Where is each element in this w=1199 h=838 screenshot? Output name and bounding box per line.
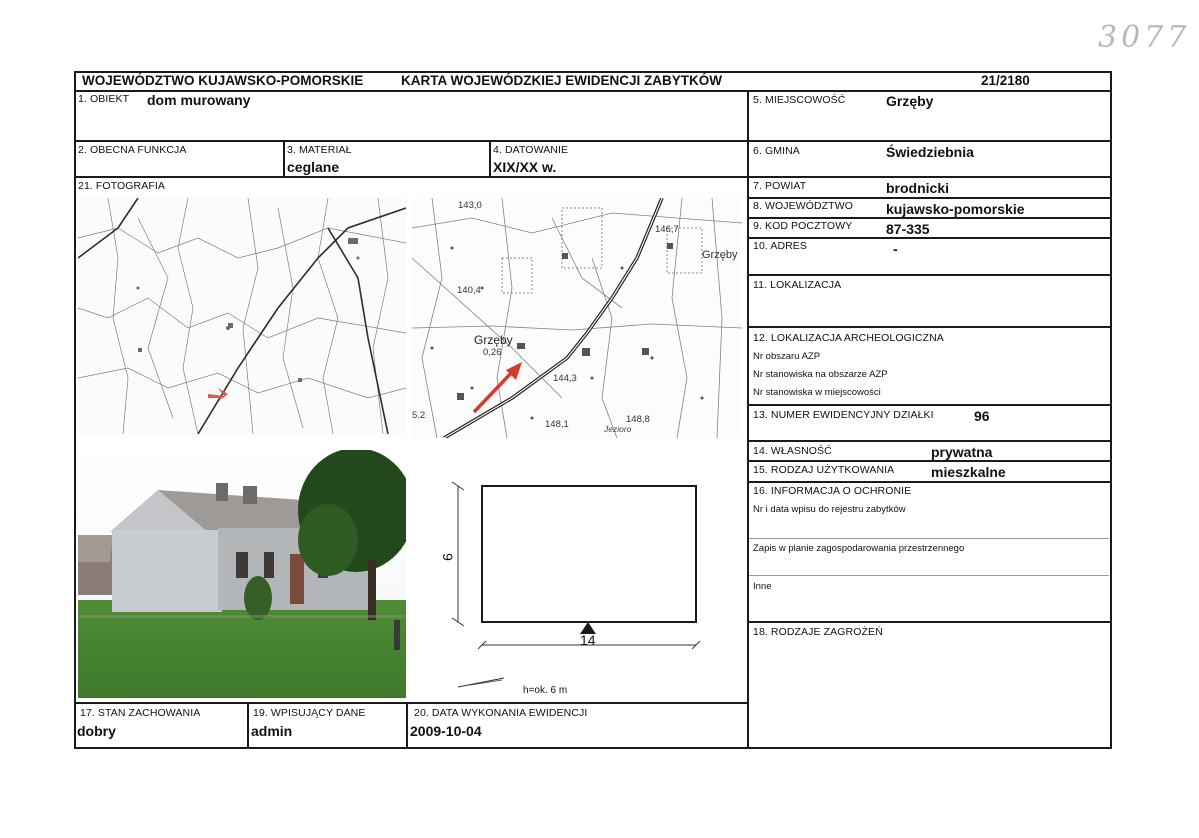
map-height-6: 148,8 [626, 414, 650, 425]
material-value: ceglane [287, 159, 340, 175]
uzytkowanie-value: mieszkalne [931, 464, 1006, 480]
stan-label: 17. STAN ZACHOWANIA [80, 707, 201, 719]
map-place-right-label: Grzęby [702, 249, 738, 261]
ochrona-label: 16. INFORMACJA O OCHRONIE [753, 485, 912, 497]
plan-height-note: h=ok. 6 m [523, 685, 568, 696]
map-height-2: 146,7 [655, 224, 679, 235]
plan-dim-side: 9 [439, 553, 456, 561]
wojewodztwo-label: 8. WOJEWÓDZTWO [753, 200, 853, 212]
archeo-line-3: Nr stanowiska w miejscowości [753, 387, 881, 398]
powiat-label: 7. POWIAT [753, 180, 807, 192]
adres-label: 10. ADRES [753, 240, 808, 252]
map-height-8: 5.2 [412, 410, 426, 421]
ochrona-rejestr: Nr i data wpisu do rejestru zabytków [753, 504, 906, 515]
wpisujacy-value: admin [251, 723, 293, 739]
map-place-label: Grzęby [474, 333, 513, 347]
card-number: 21/2180 [981, 73, 1030, 88]
map-height-1: 143,0 [458, 200, 482, 211]
plan-dim-bottom: 14 [580, 632, 596, 648]
kod-value: 87-335 [886, 221, 930, 237]
adres-value: - [893, 241, 898, 257]
building-photo [78, 450, 406, 698]
powiat-value: brodnicki [886, 180, 950, 196]
archeo-line-2: Nr stanowiska na obszarze AZP [753, 369, 888, 380]
kod-label: 9. KOD POCZTOWY [753, 220, 853, 232]
ochrona-plan: Zapis w planie zagospodarowania przestrzennego [753, 543, 965, 554]
ochrona-inne: Inne [753, 581, 772, 592]
datowanie-label: 4. DATOWANIE [493, 144, 569, 156]
lokalizacja-label: 11. LOKALIZACJA [753, 279, 842, 291]
obiekt-value: dom murowany [147, 92, 251, 108]
uzytkowanie-label: 15. RODZAJ UŻYTKOWANIA [753, 464, 895, 476]
archeo-line-1: Nr obszaru AZP [753, 351, 821, 362]
miejscowosc-value: Grzęby [886, 93, 934, 109]
fotografia-label: 21. FOTOGRAFIA [78, 180, 165, 192]
overview-map [78, 198, 406, 434]
archeo-label: 12. LOKALIZACJA ARCHEOLOGICZNA [753, 332, 944, 344]
wlasnosc-value: prywatna [931, 444, 993, 460]
map-height-7: 148,1 [545, 419, 569, 430]
map-height-3: 140,4 [457, 285, 481, 296]
miejscowosc-label: 5. MIEJSCOWOŚĆ [753, 94, 846, 106]
wpisujacy-label: 19. WPISUJĄCY DANE [253, 707, 366, 719]
material-label: 3. MATERIAŁ [287, 144, 352, 156]
data-label: 20. DATA WYKONANIA EWIDENCJI [414, 707, 588, 719]
gmina-label: 6. GMINA [753, 145, 800, 157]
funkcja-label: 2. OBECNA FUNKCJA [78, 144, 187, 156]
handwritten-note: 3077 [1098, 20, 1191, 55]
stan-value: dobry [77, 723, 116, 739]
dzialka-label: 13. NUMER EWIDENCYJNY DZIAŁKI [753, 409, 934, 421]
detail-map [412, 198, 742, 438]
map-height-5: 144,3 [553, 373, 577, 384]
wojewodztwo-value: kujawsko-pomorskie [886, 201, 1025, 217]
datowanie-value: XIX/XX w. [493, 159, 557, 175]
data-value: 2009-10-04 [410, 723, 482, 739]
wlasnosc-label: 14. WŁASNOŚĆ [753, 445, 832, 457]
zagrozenia-label: 18. RODZAJE ZAGROŻEŃ [753, 626, 883, 638]
dzialka-value: 96 [974, 408, 990, 424]
obiekt-label: 1. OBIEKT [78, 93, 130, 105]
map-height-4: 0,26 [483, 347, 502, 358]
map-lake-label: Jezioro [604, 424, 632, 434]
card-title: KARTA WOJEWÓDZKIEJ EWIDENCJI ZABYTKÓW [401, 73, 722, 88]
region-title: WOJEWÓDZTWO KUJAWSKO-POMORSKIE [82, 73, 364, 88]
gmina-value: Świedziebnia [886, 144, 974, 160]
floor-plan [440, 472, 720, 694]
